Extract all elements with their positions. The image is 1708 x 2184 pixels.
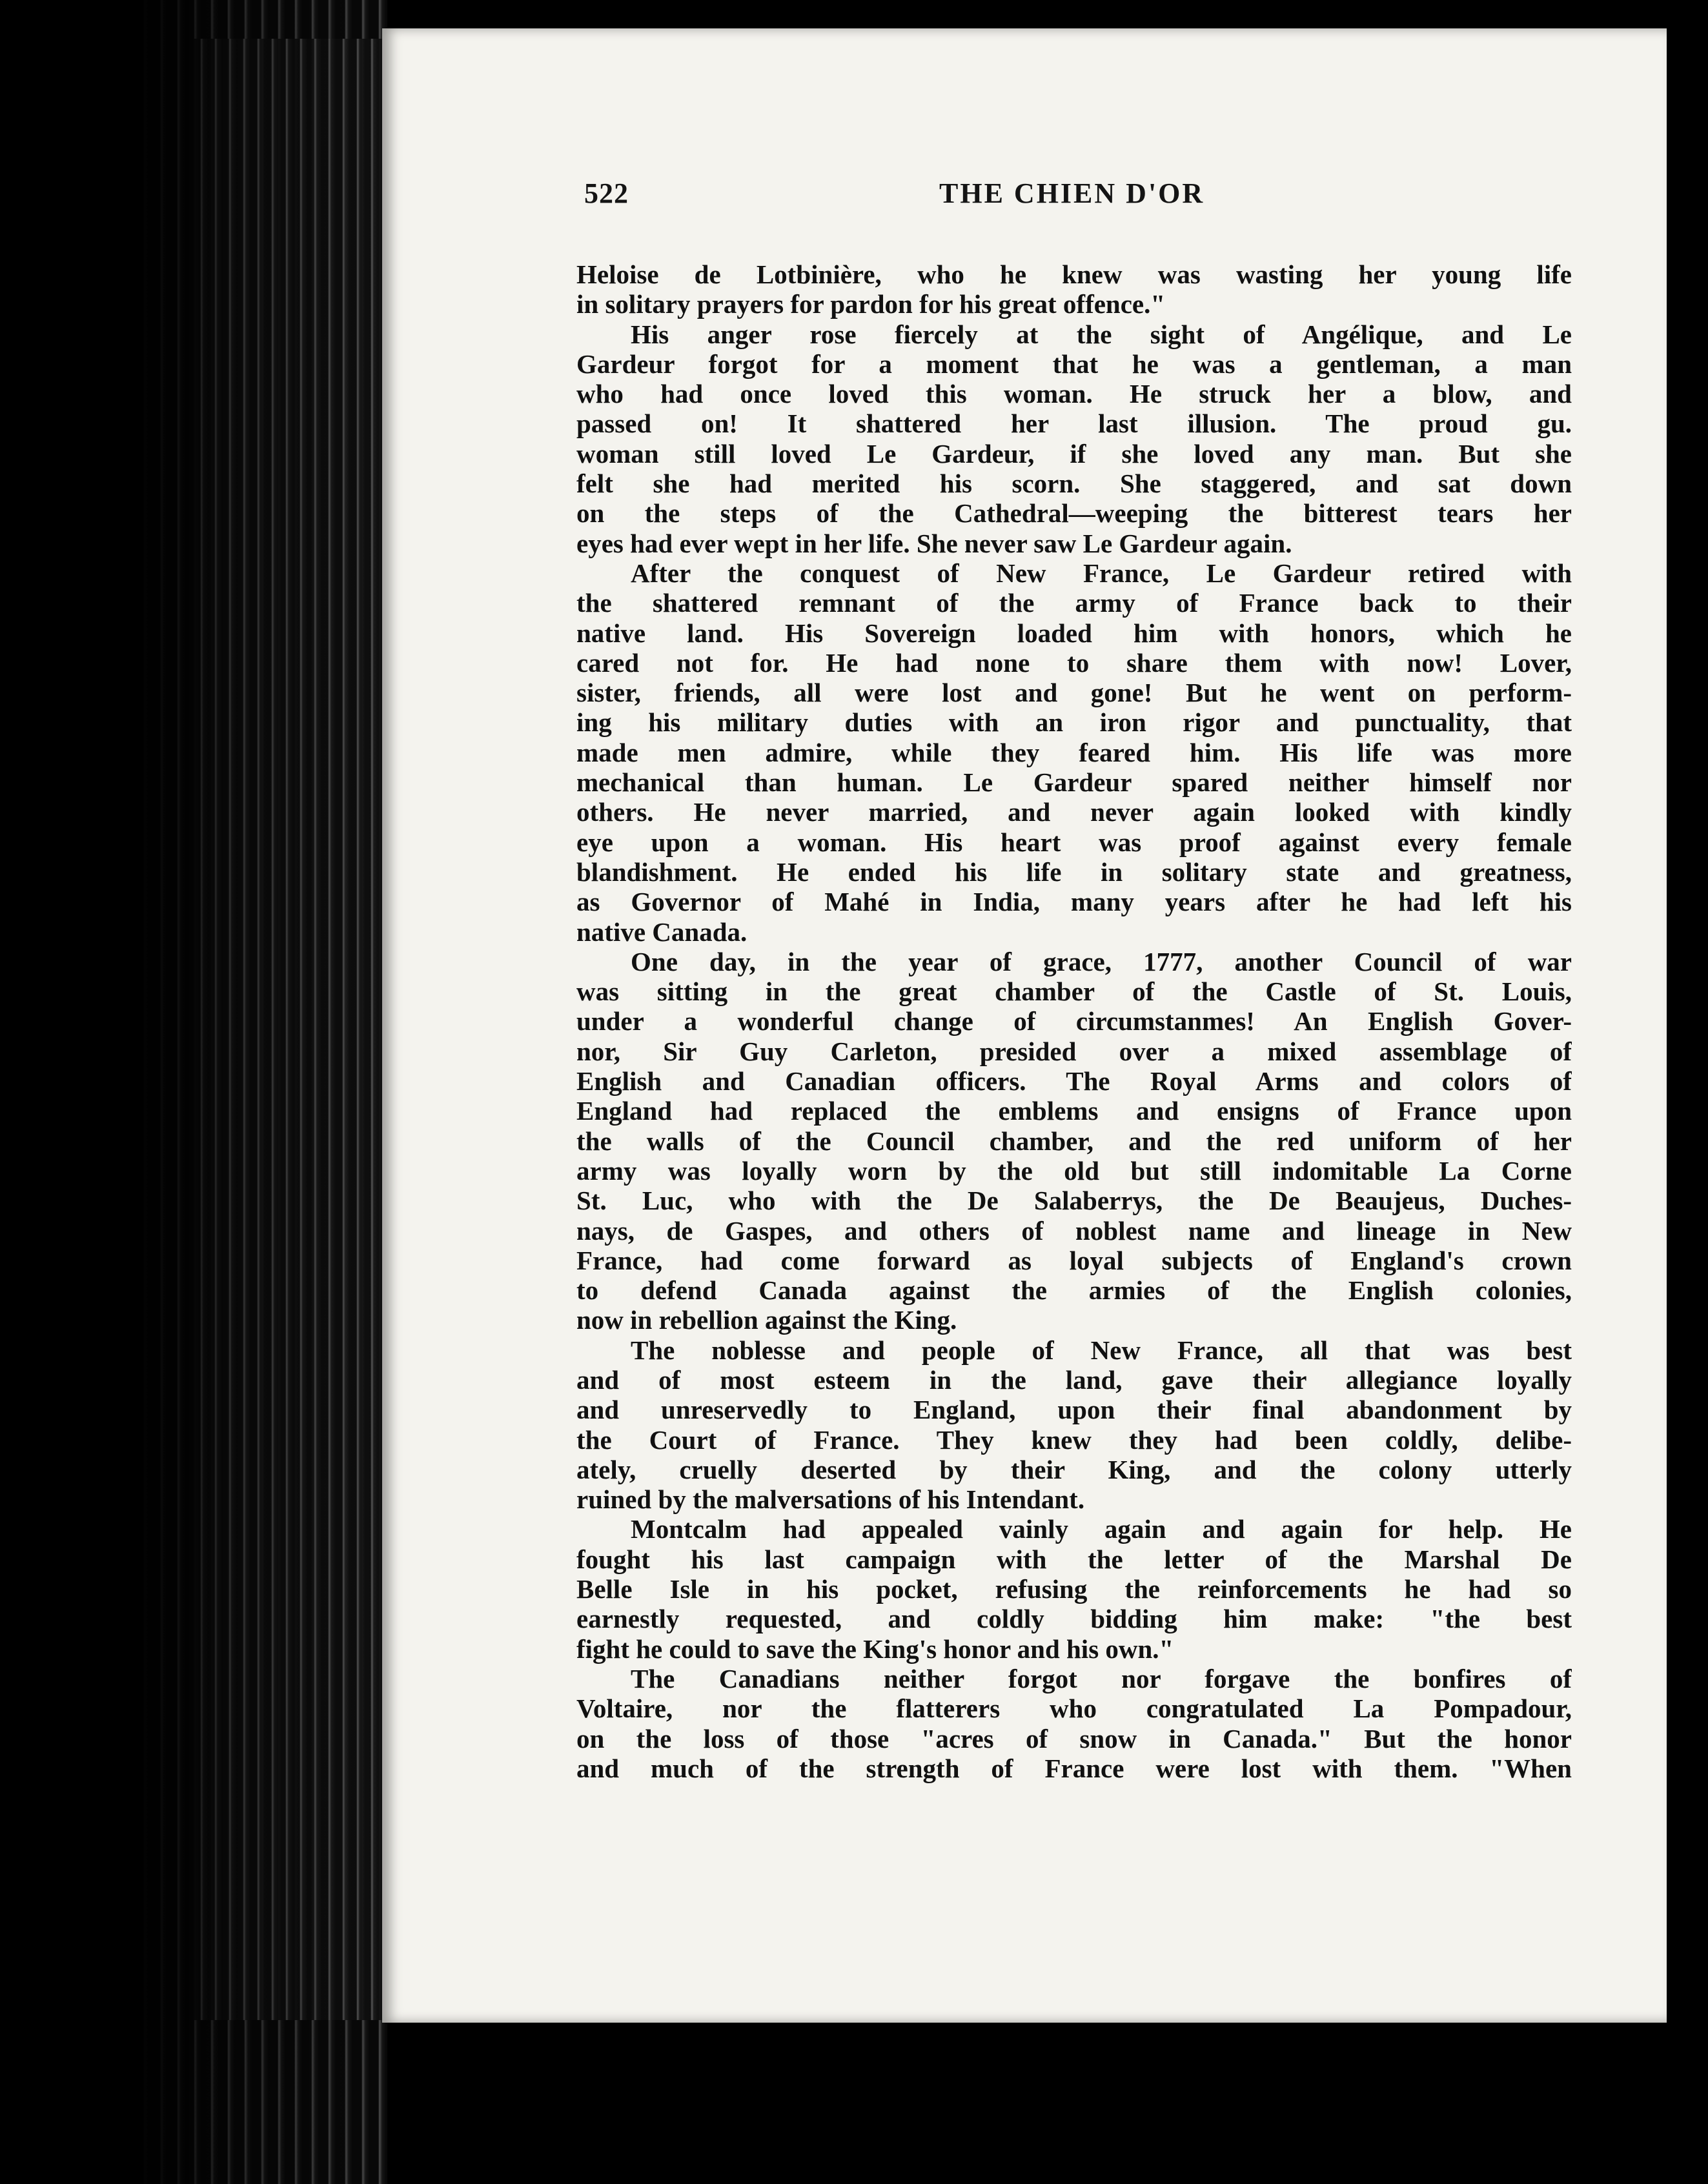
text-line: ing his military duties with an iron rigor and punctuality, that xyxy=(576,707,1572,738)
text-line: now in rebellion against the King. xyxy=(576,1305,957,1335)
text-line: army was loyally worn by the old but still indomitable La Corne xyxy=(576,1155,1572,1186)
text-line: eye upon a woman. His heart was proof against every female xyxy=(576,827,1572,857)
text-line: ately, cruelly deserted by their King, and the colony utterly xyxy=(576,1454,1572,1484)
text-line: nays, de Gaspes, and others of noblest name and lineage in New xyxy=(576,1215,1572,1246)
text-line: English and Canadian officers. The Royal Arms and colors of xyxy=(576,1066,1572,1097)
text-line: to defend Canada against the armies of the English colonies, xyxy=(576,1275,1572,1306)
text-line: native Canada. xyxy=(576,916,747,947)
page-number: 522 xyxy=(584,177,629,209)
text-line: fight he could to save the King's honor and his own." xyxy=(576,1633,1174,1664)
text-line: was sitting in the great chamber of the Castle of St. Louis, xyxy=(576,976,1572,1007)
text-line: The Canadians neither forgot nor forgave the bonfires of xyxy=(631,1663,1572,1694)
text-line: ruined by the malversations of his Intendant. xyxy=(576,1484,1085,1515)
text-line: England had replaced the emblems and ensigns of France upon xyxy=(576,1096,1572,1126)
text-line: passed on! It shattered her last illusion. The proud gu. xyxy=(576,409,1572,439)
text-line: the Court of France. They knew they had been coldly, delibe- xyxy=(576,1424,1572,1455)
text-line: Belle Isle in his pocket, refusing the reinforcements he had so xyxy=(576,1574,1572,1604)
text-line: sister, friends, all were lost and gone! But he went on perform- xyxy=(576,678,1572,708)
text-line: eyes had ever wept in her life. She never saw Le Gardeur again. xyxy=(576,528,1292,558)
text-line: native land. His Sovereign loaded him with honors, which he xyxy=(576,618,1572,648)
text-line: on the steps of the Cathedral—weeping the bitterest tears her xyxy=(576,498,1572,529)
text-line: and unreservedly to England, upon their final abandonment by xyxy=(576,1395,1572,1425)
text-line: on the loss of those "acres of snow in Canada." But the honor xyxy=(576,1723,1572,1754)
text-line: His anger rose fiercely at the sight of Angélique, and Le xyxy=(631,319,1572,349)
text-line: and much of the strength of France were lost with them. "When xyxy=(576,1753,1572,1783)
text-line: earnestly requested, and coldly bidding him make: "the best xyxy=(576,1604,1572,1634)
text-line: Montcalm had appealed vainly again and again for help. He xyxy=(631,1514,1572,1544)
text-line: One day, in the year of grace, 1777, another Council of war xyxy=(631,946,1572,976)
text-line: mechanical than human. Le Gardeur spared neither himself nor xyxy=(576,767,1572,798)
text-line: After the conquest of New France, Le Gardeur retired with xyxy=(631,558,1572,588)
text-line: fought his last campaign with the letter of the Marshal De xyxy=(576,1544,1572,1574)
text-line: cared not for. He had none to share them with now! Lover, xyxy=(576,647,1572,678)
running-title: THE CHIEN D'OR xyxy=(939,177,1205,209)
book-edge-shadow xyxy=(0,0,387,2184)
text-line: Gardeur forgot for a moment that he was a gentleman, a man xyxy=(576,349,1572,379)
text-line: woman still loved Le Gardeur, if she loved any man. But she xyxy=(576,438,1572,469)
text-line: blandishment. He ended his life in solitary state and greatness, xyxy=(576,856,1572,887)
text-line: under a wonderful change of circumstanmes! An English Gover- xyxy=(576,1006,1572,1036)
text-line: others. He never married, and never again looked with kindly xyxy=(576,797,1572,827)
text-line: made men admire, while they feared him. His life was more xyxy=(576,737,1572,767)
text-line: in solitary prayers for pardon for his great offence." xyxy=(576,289,1166,319)
text-line: The noblesse and people of New France, all that was best xyxy=(631,1335,1572,1365)
text-line: and of most esteem in the land, gave their allegiance loyally xyxy=(576,1364,1572,1395)
page-header xyxy=(584,177,1578,222)
text-line: France, had come forward as loyal subjects of England's crown xyxy=(576,1245,1572,1275)
text-line: nor, Sir Guy Carleton, presided over a mixed assemblage of xyxy=(576,1036,1572,1066)
text-line: the shattered remnant of the army of France back to their xyxy=(576,588,1572,618)
text-line: who had once loved this woman. He struck her a blow, and xyxy=(576,379,1572,409)
text-line: Voltaire, nor the flatterers who congratulated La Pompadour, xyxy=(576,1694,1572,1724)
text-line: the walls of the Council chamber, and the red uniform of her xyxy=(576,1126,1572,1156)
text-line: Heloise de Lotbinière, who he knew was wasting her young life xyxy=(576,259,1572,289)
text-line: as Governor of Mahé in India, many years after he had left his xyxy=(576,887,1572,917)
page-body-text xyxy=(576,259,1572,1783)
text-line: St. Luc, who with the De Salaberrys, the De Beaujeus, Duches- xyxy=(576,1186,1572,1216)
text-line: felt she had merited his scorn. She staggered, and sat down xyxy=(576,469,1572,499)
